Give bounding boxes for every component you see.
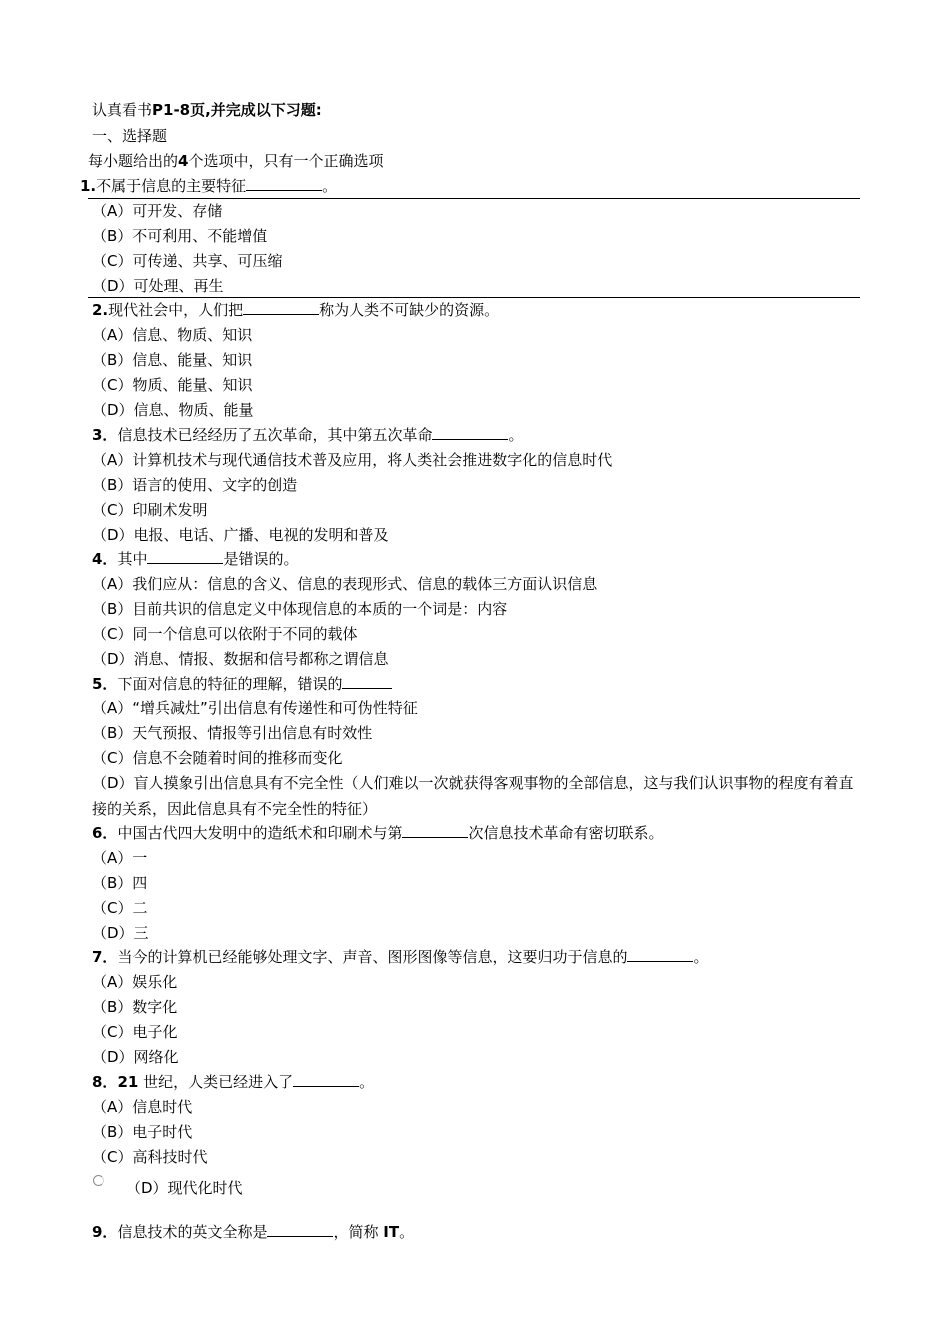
divider-line <box>88 297 860 298</box>
answer-blank <box>243 300 319 315</box>
question-1-stem: 1.不属于信息的主要特征 。 <box>80 177 338 195</box>
question-1-option-b: （B）不可利用、不能增值 <box>92 227 268 245</box>
question-4-option-b: （B）目前共识的信息定义中体现信息的本质的一个词是：内容 <box>92 600 508 618</box>
question-6-option-d: （D）三 <box>92 924 149 942</box>
question-8-option-c: （C）高科技时代 <box>92 1148 208 1166</box>
question-5-stem: 5．下面对信息的特征的理解，错误的 <box>92 673 392 695</box>
question-1-option-a: （A）可开发、存储 <box>92 202 223 220</box>
question-3-option-a: （A）计算机技术与现代通信技术普及应用，将人类社会推进数字化的信息时代 <box>92 451 613 469</box>
answer-blank <box>147 549 223 564</box>
divider-line <box>88 198 860 199</box>
question-3-option-b: （B）语言的使用、文字的创造 <box>92 476 298 494</box>
question-7-option-a: （A）娱乐化 <box>92 973 178 991</box>
question-8-stem: 8．21 世纪，人类已经进入了 。 <box>92 1073 375 1091</box>
question-2-option-d: （D）信息、物质、能量 <box>92 401 254 419</box>
question-5-option-c: （C）信息不会随着时间的推移而变化 <box>92 749 343 767</box>
question-7-stem: 7．当今的计算机已经能够处理文字、声音、图形图像等信息，这要归功于信息的 。 <box>92 948 709 966</box>
question-2-option-a: （A）信息、物质、知识 <box>92 326 253 344</box>
loading-spinner-icon <box>93 1175 104 1186</box>
answer-blank <box>402 823 468 838</box>
question-4-option-a: （A）我们应从：信息的含义、信息的表现形式、信息的载体三方面认识信息 <box>92 575 598 593</box>
question-5-option-b: （B）天气预报、情报等引出信息有时效性 <box>92 724 373 742</box>
question-5-option-a: （A）“增兵减灶”引出信息有传递性和可伪性特征 <box>92 699 418 717</box>
question-6-option-a: （A）一 <box>92 849 148 867</box>
section-heading: 一、选择题 <box>92 127 168 145</box>
question-7-option-b: （B）数字化 <box>92 998 178 1016</box>
answer-blank <box>627 947 693 962</box>
question-8-option-a: （A）信息时代 <box>92 1098 193 1116</box>
question-1-option-c: （C）可传递、共享、可压缩 <box>92 252 283 270</box>
answer-blank <box>293 1072 359 1087</box>
question-2-stem: 2.现代社会中，人们把 称为人类不可缺少的资源。 <box>92 301 500 319</box>
instruction-line: 认真看书P1-8页,并完成以下习题: <box>92 101 322 119</box>
answer-blank <box>246 176 322 191</box>
question-8-option-b: （B）电子时代 <box>92 1123 193 1141</box>
question-3-option-d: （D）电报、电话、广播、电视的发明和普及 <box>92 526 389 544</box>
answer-blank <box>267 1222 333 1237</box>
question-8-option-d: （D）现代化时代 <box>126 1179 243 1197</box>
instructions: 每小题给出的4个选项中，只有一个正确选项 <box>88 152 384 170</box>
question-7-option-c: （C）电子化 <box>92 1023 178 1041</box>
answer-blank <box>432 425 508 440</box>
question-2-option-c: （C）物质、能量、知识 <box>92 376 253 394</box>
question-6-option-b: （B）四 <box>92 874 148 892</box>
question-7-option-d: （D）网络化 <box>92 1048 179 1066</box>
answer-blank <box>342 674 392 689</box>
question-3-stem: 3．信息技术已经经历了五次革命，其中第五次革命 。 <box>92 426 524 444</box>
question-6-option-c: （C）二 <box>92 899 148 917</box>
question-5-option-d: （D）盲人摸象引出信息具有不完全性（人们难以一次就获得客观事物的全部信息，这与我们认识事物的程度有着直接的关系，因此信息具有不完全性的特征） <box>92 774 854 818</box>
question-4-option-c: （C）同一个信息可以依附于不同的载体 <box>92 625 358 643</box>
question-4-option-d: （D）消息、情报、数据和信号都称之谓信息 <box>92 650 389 668</box>
question-2-option-b: （B）信息、能量、知识 <box>92 351 253 369</box>
question-4-stem: 4．其中 是错误的。 <box>92 550 299 568</box>
question-9-stem: 9．信息技术的英文全称是 ，简称 IT。 <box>92 1223 415 1241</box>
question-6-stem: 6．中国古代四大发明中的造纸术和印刷术与第 次信息技术革命有密切联系。 <box>92 824 664 842</box>
question-3-option-c: （C）印刷术发明 <box>92 501 208 519</box>
question-1-option-d: （D）可处理、再生 <box>92 277 224 295</box>
